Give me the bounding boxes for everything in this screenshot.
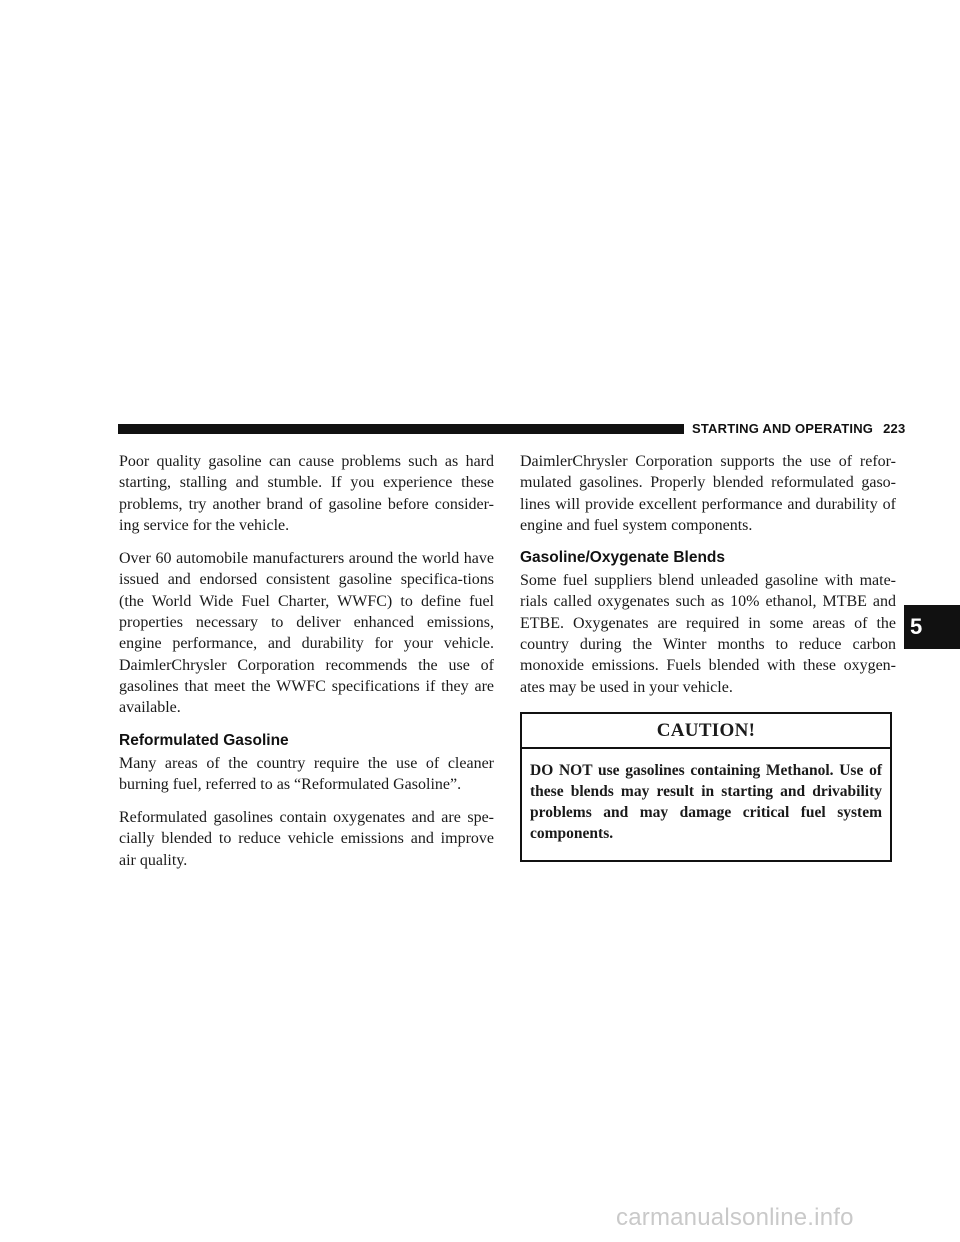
paragraph-poor-quality: Poor quality gasoline can cause problems such as hard starting, stalling and stumble. If you experience these problems, try another brand of gasoline before consider-ing service for the vehicle. [119, 453, 494, 534]
heading-reformulated-gasoline: Reformulated Gasoline [119, 731, 289, 749]
caution-title: CAUTION! [522, 714, 890, 749]
paragraph-cleaner-fuel: Many areas of the country require the use of cleaner burning fuel, referred to as “Reformulated Gasoline”. [119, 754, 494, 793]
paragraph-daimlerchrysler-support: DaimlerChrysler Corporation supports the use of refor-mulated gasolines. Properly blended reformulated gaso-lines will provide excellent performance and durability of engine and fuel system components. [520, 453, 896, 534]
paragraph-oxygenate-blends: Some fuel suppliers blend unleaded gasoline with mate-rials called oxygenates such as 10% ethanol, MTBE and ETBE. Oxygenates are required in some areas of the country during the Winter months to reduce carbon monoxide emissions. Fuels blended with these oxygen-ates may be used in your vehicle. [520, 572, 896, 696]
header-rule [118, 424, 684, 434]
paragraph-wwfc: Over 60 automobile manufacturers around the world have issued and endorsed consistent gasoline specifica-tions (the World Wide Fuel Charter, WWFC) to define fuel properties necessary to deliver enhanced emissions, engine performance, and durability for your vehicle. DaimlerChrysler Corporation recommends the use of gasolines that meet the WWFC specifications if they are available. [119, 550, 494, 717]
paragraph-oxygenates-blend: Reformulated gasolines contain oxygenates and are spe-cially blended to reduce vehicle emissions and improve air quality. [119, 809, 494, 869]
caution-body: DO NOT use gasolines containing Methanol. Use of these blends may result in starting and drivability problems and may damage critical fuel system components. [530, 761, 882, 842]
chapter-number: 5 [910, 614, 923, 639]
section-title: STARTING AND OPERATING [692, 421, 874, 436]
heading-oxygenate-blends: Gasoline/Oxygenate Blends [520, 549, 726, 567]
chapter-tab [904, 605, 960, 649]
left-column [119, 451, 494, 883]
watermark-text: carmanualsonline.info [616, 1204, 854, 1231]
right-column [520, 451, 896, 862]
page-number: 223 [883, 421, 906, 436]
running-header [692, 421, 905, 436]
watermark-logo [616, 1204, 854, 1232]
caution-box [520, 712, 892, 862]
